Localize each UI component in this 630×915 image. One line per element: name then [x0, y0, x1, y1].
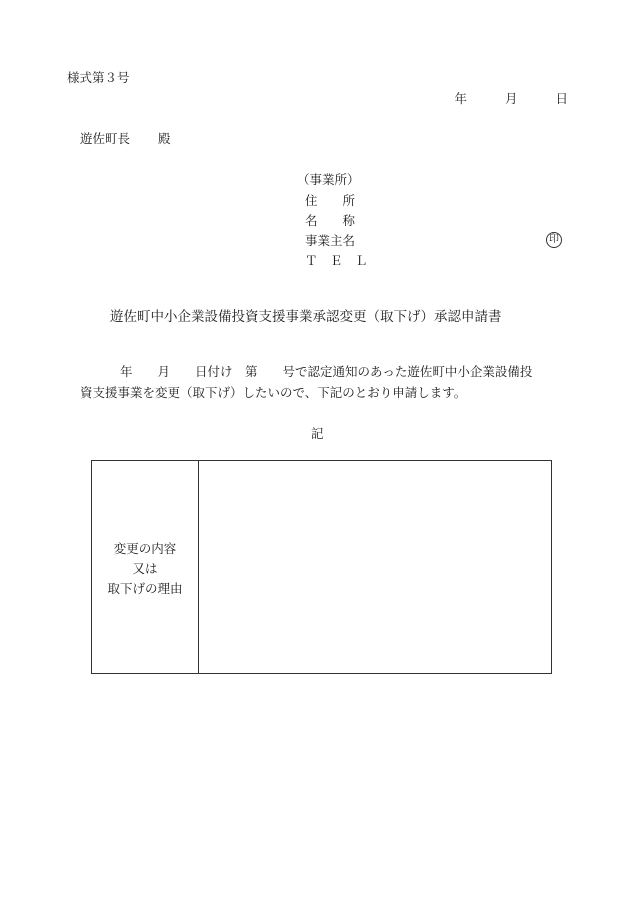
address-label: 住 所 [305, 193, 356, 208]
name-label: 名 称 [305, 213, 356, 228]
form-number: 様式第３号 [67, 70, 130, 85]
ki-heading: 記 [311, 426, 324, 441]
addressee-name: 遊佐町長 [80, 131, 131, 146]
reason-table [91, 460, 552, 674]
addressee [80, 129, 171, 147]
reason-label-line-3: 取下げの理由 [107, 581, 183, 596]
addressee-honorific: 殿 [158, 131, 171, 146]
owner-label: 事業主名 [305, 233, 356, 248]
reason-content-cell[interactable] [199, 461, 551, 673]
date-month: 月 [505, 91, 518, 106]
office-section-label: （事業所） [297, 172, 360, 187]
reason-label-line-1: 変更の内容 [113, 541, 177, 556]
date-day: 日 [555, 91, 568, 106]
reason-label-line-2: 又は [132, 561, 158, 576]
document-title: 遊佐町中小企業設備投資支援事業承認変更（取下げ）承認申請書 [110, 309, 502, 325]
body-line-1: 年 月 日付け 第 号で認定通知のあった遊佐町中小企業設備投 [120, 364, 533, 379]
tel-label: Ｔ Ｅ Ｌ [305, 253, 368, 268]
seal-mark-icon: 印 [546, 232, 562, 248]
date-line [455, 89, 568, 107]
body-line-2: 資支援事業を変更（取下げ）したいので、下記のとおり申請します。 [80, 385, 467, 400]
date-year: 年 [454, 91, 468, 106]
reason-label-cell [92, 539, 198, 599]
